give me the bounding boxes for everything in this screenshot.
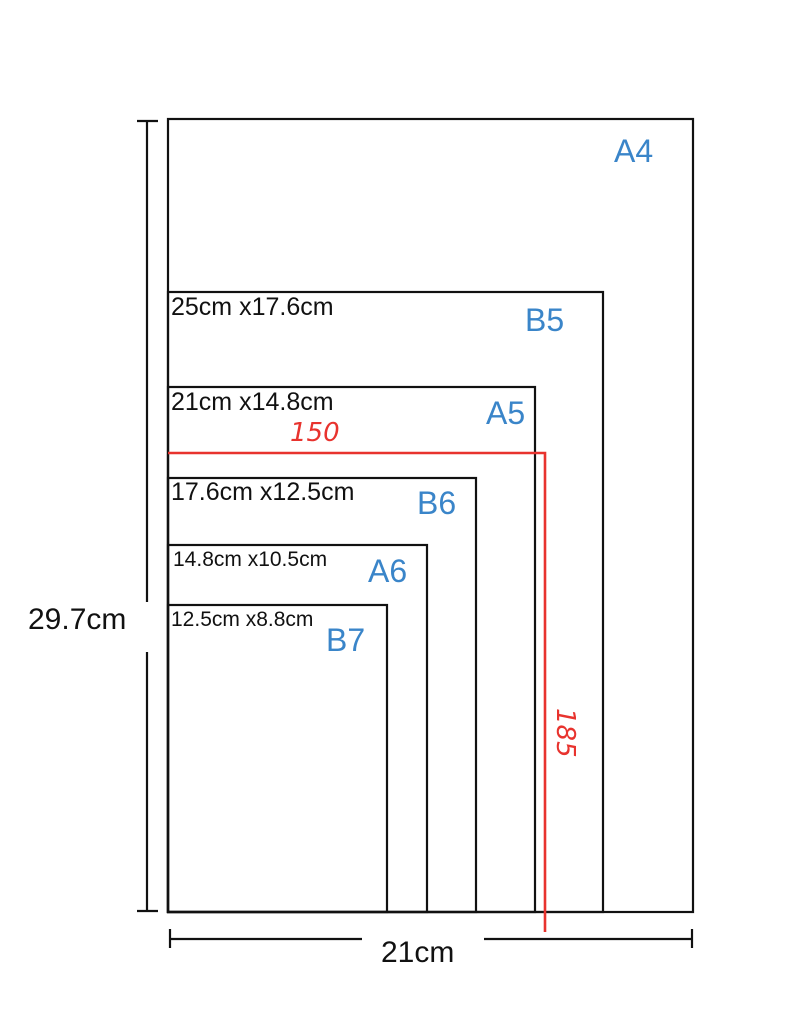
a6-outline bbox=[168, 545, 427, 912]
a5-size-label: 21cm x14.8cm bbox=[171, 388, 334, 416]
width-hand-note: 150 bbox=[290, 418, 340, 448]
a6-size-label: 14.8cm x10.5cm bbox=[173, 548, 328, 571]
height-dimension-line bbox=[137, 121, 158, 911]
a5-name: A5 bbox=[486, 395, 526, 431]
a4-name: A4 bbox=[614, 133, 654, 169]
b5-size-label: 25cm x17.6cm bbox=[171, 293, 334, 321]
b6-outline bbox=[168, 478, 476, 912]
red-guide-line bbox=[168, 453, 545, 932]
b5-outline bbox=[168, 292, 603, 912]
b6-name: B6 bbox=[417, 485, 457, 521]
height-label: 29.7cm bbox=[28, 603, 127, 636]
b7-name: B7 bbox=[326, 622, 366, 658]
height-hand-note: 185 bbox=[550, 708, 580, 758]
b7-size-label: 12.5cm x8.8cm bbox=[171, 608, 314, 631]
b6-size-label: 17.6cm x12.5cm bbox=[171, 478, 355, 506]
a6-name: A6 bbox=[368, 553, 408, 589]
width-label: 21cm bbox=[381, 936, 455, 969]
b5-name: B5 bbox=[525, 302, 565, 338]
